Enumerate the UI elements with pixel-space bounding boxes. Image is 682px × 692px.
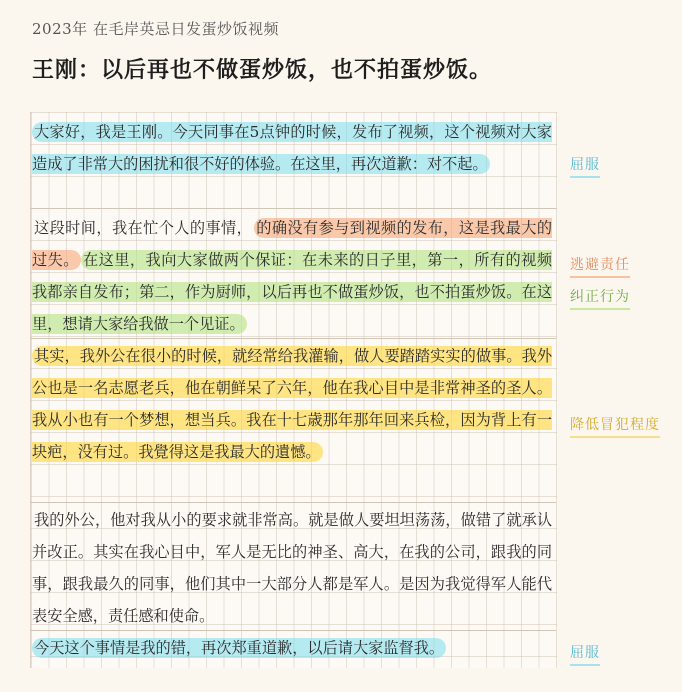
paragraph-divider [30,208,556,209]
label-evade-responsibility: 逃避责任 [570,254,630,278]
label-submit: 屈服 [570,154,600,178]
label-corrective-action: 纠正行为 [570,286,630,310]
header [32,18,492,84]
paragraph-divider [30,630,556,631]
paragraph-divider [30,502,556,503]
paragraph-divider [30,338,556,339]
plain-text: 这段时间，我在忙个人的事情， [34,219,253,237]
paragraph-3 [32,340,552,468]
page-subtitle: 2023年 在毛岸英忌日发蛋炒饭视频 [32,20,279,38]
highlight-yellow: 其实，我外公在很小的时候，就经常给我灌输，做人要踏踏实实的做事。我外公也是一名志愿老兵，他在朝鲜呆了六年，他在我心目中是非常神圣的圣人。我从小也有一个梦想，想当兵。我在十七歳那年那年回来兵检，因为背上有一块疤，没有过。我覺得这是我最大的遺憾。 [32,347,552,461]
page-title: 王刚：以后再也不做蛋炒饭，也不拍蛋炒饭。 [32,57,493,83]
paragraph-2 [32,212,552,340]
plain-text: 我的外公，他对我从小的要求就非常高。就是做人要坦坦荡荡，做错了就承认并改正。其实在我心目中，军人是无比的神圣、高大，在我的公司，跟我的同事，跟我最久的同事，他们其中一大部分人都是军人。是因为我觉得军人能代表安全感，责任感和使命。 [32,511,552,625]
highlight-orange: 的确没有参与到视频的发布，这是我最大的过失。 [32,219,553,269]
highlight-blue: 今天这个事情是我的错，再次郑重道歉，以后请大家监督我。 [34,639,445,657]
paragraph-1 [32,116,552,180]
label-submit-2: 屈服 [570,642,600,666]
highlight-blue: 大家好，我是王刚。今天同事在5点钟的时候，发布了视频，这个视频对大家造成了非常大的困扰和很不好的体验。在这里，再次道歉：对不起。 [32,123,552,173]
paragraph-4 [32,504,552,632]
label-reduce-offensiveness: 降低冒犯程度 [570,414,660,438]
paragraph-5 [32,632,552,664]
highlight-green: 在这里，我向大家做两个保证：在未来的日子里，第一，所有的视频我都亲自发布；第二，作为厨师，以后再也不做蛋炒饭，也不拍蛋炒饭。在这里，想请大家给我做一个见证。 [32,251,553,333]
